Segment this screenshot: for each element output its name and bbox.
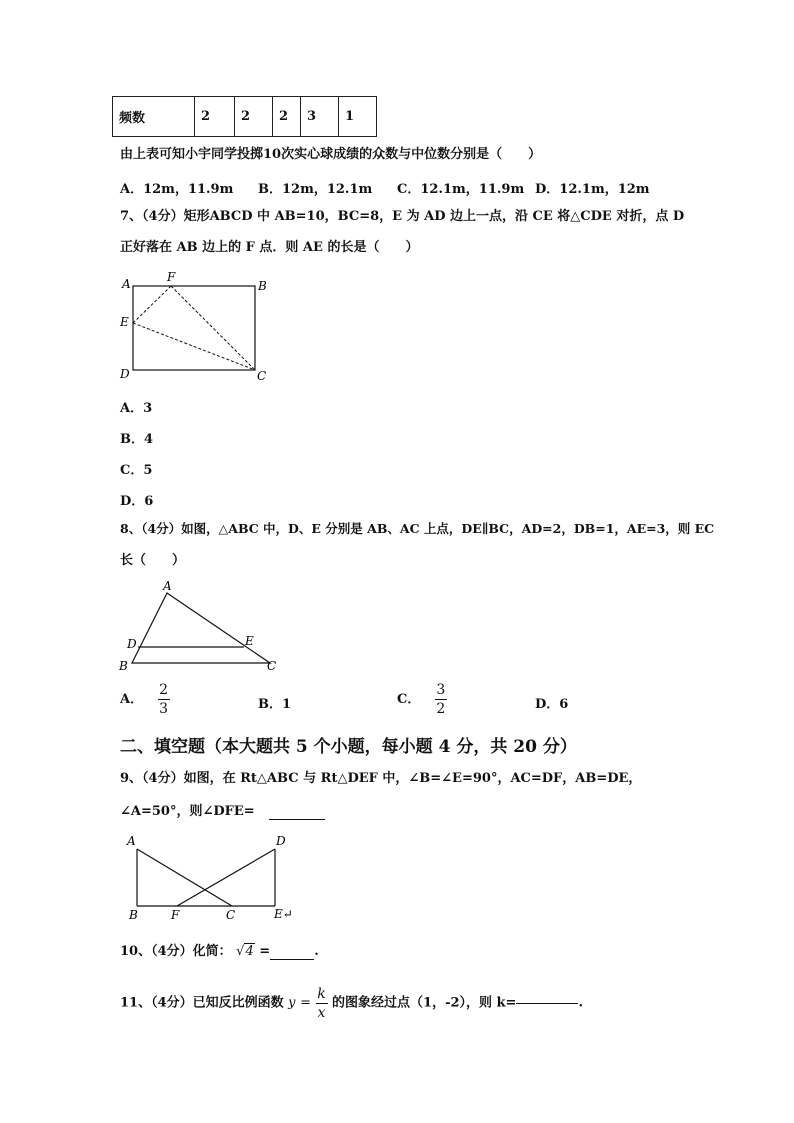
- table-header-cell: 频数: [113, 97, 195, 137]
- label-b: B: [258, 279, 267, 293]
- q11-middle: 的图象经过点（1，-2），则 k=: [332, 995, 517, 1011]
- option-letter: C．: [397, 182, 421, 197]
- option-letter: C．: [120, 463, 144, 478]
- label-a: A: [163, 579, 172, 593]
- q8-stem-line1: 8、（4分）如图，△ABC 中，D、E 分别是 AB、AC 上点，DE∥BC，AD=2，DB=1，AE=3，则 EC: [120, 521, 715, 536]
- frequency-table: [112, 96, 377, 137]
- section-heading: 二、填空题（本大题共 5 个小题，每小题 4 分，共 20 分）: [120, 737, 577, 757]
- segment-df: [177, 849, 275, 906]
- q6-option-b[interactable]: [258, 178, 372, 197]
- triangle-abc: [132, 593, 270, 663]
- q7-stem-line1: 7、（4分）矩形ABCD 中 AB=10，BC=8，E 为 AD 边上一点，沿 CE 将△CDE 对折，点 D: [120, 209, 685, 224]
- q11-prefix: 11、（4分）已知反比例函数: [120, 995, 284, 1011]
- segment-fe: [133, 286, 171, 323]
- label-d: D: [127, 637, 137, 651]
- label-c: C: [267, 659, 277, 673]
- option-text: 12.1m，12m: [559, 182, 650, 197]
- option-letter: D．: [535, 182, 560, 197]
- label-b: B: [129, 908, 138, 922]
- q9-stem-line2: [120, 804, 325, 820]
- q7-option-b[interactable]: [120, 428, 153, 447]
- q7-option-d[interactable]: [120, 490, 153, 509]
- table-cell: 2: [273, 97, 301, 137]
- option-text: 6: [144, 494, 154, 509]
- equals-sign: =: [259, 944, 271, 959]
- table-cell: 2: [235, 97, 273, 137]
- option-letter: C．: [397, 692, 421, 707]
- option-text: 12m，11.9m: [143, 182, 234, 197]
- option-text: 5: [143, 463, 153, 478]
- option-text: 6: [559, 697, 569, 712]
- option-text: 4: [144, 432, 154, 447]
- sqrt-icon: √: [236, 944, 245, 959]
- option-text: 12.1m，11.9m: [420, 182, 525, 197]
- label-e: E: [120, 315, 129, 329]
- function-y: y: [288, 995, 296, 1011]
- q8-triangle-figure: [115, 578, 285, 678]
- q6-option-a[interactable]: [120, 178, 233, 197]
- option-text: 1: [282, 697, 292, 712]
- option-letter: B．: [120, 432, 144, 447]
- radicand: 4: [245, 944, 254, 959]
- label-e: E: [245, 634, 254, 648]
- period: .: [578, 995, 583, 1011]
- table-row: [113, 97, 377, 137]
- q9-stem-text: ∠A=50°，则∠DFE=: [120, 804, 255, 819]
- label-c: C: [257, 369, 267, 383]
- option-letter: A．: [120, 401, 144, 416]
- fraction-numerator: 2: [159, 682, 169, 698]
- rectangle-abcd: [133, 286, 255, 370]
- q6-option-c[interactable]: [397, 178, 524, 197]
- q6-stem: 由上表可知小宇同学投掷10次实心球成绩的众数与中位数分别是（ ）: [120, 147, 542, 162]
- label-f: F: [171, 908, 180, 922]
- q11-stem: [120, 986, 583, 1021]
- segment-fc: [171, 286, 255, 370]
- q10-prefix: 10、（4分）化简：: [120, 944, 232, 959]
- label-a: A: [122, 277, 131, 291]
- table-cell: 2: [195, 97, 235, 137]
- q9-triangles-figure: [120, 832, 300, 924]
- fraction: [158, 682, 170, 717]
- q7-rectangle-figure: [115, 270, 275, 385]
- option-letter: D．: [120, 494, 145, 509]
- fraction-numerator: 3: [436, 682, 446, 698]
- segment-ac: [137, 849, 232, 906]
- option-letter: A．: [120, 182, 144, 197]
- option-letter: B．: [258, 182, 282, 197]
- answer-blank[interactable]: [269, 819, 325, 820]
- segment-ec: [133, 323, 255, 370]
- option-text: 3: [143, 401, 153, 416]
- answer-blank[interactable]: [270, 959, 314, 960]
- answer-blank[interactable]: [516, 1003, 578, 1004]
- fraction-bar: [158, 699, 170, 700]
- option-letter: A．: [120, 692, 144, 707]
- q8-option-b[interactable]: [258, 693, 291, 712]
- table-cell: 1: [339, 97, 377, 137]
- fraction: [316, 986, 328, 1021]
- q7-option-a[interactable]: [120, 397, 152, 416]
- fraction-denominator: x: [317, 1005, 326, 1021]
- q8-stem-line2: 长（ ）: [120, 553, 186, 568]
- period: .: [314, 944, 319, 959]
- q9-stem-line1: 9、（4分）如图，在 Rt△ABC 与 Rt△DEF 中，∠B=∠E=90°，AC=DF，AB=DE，: [120, 771, 642, 786]
- label-c: C: [226, 908, 236, 922]
- label-d: D: [276, 834, 286, 848]
- q6-option-d[interactable]: [535, 178, 650, 197]
- function-equals: =: [300, 995, 311, 1011]
- fraction: [435, 682, 447, 717]
- label-f: F: [167, 270, 176, 284]
- q8-option-a[interactable]: [120, 682, 170, 717]
- q8-option-c[interactable]: [397, 682, 447, 717]
- q7-option-c[interactable]: [120, 459, 152, 478]
- fraction-denominator: 3: [159, 701, 169, 717]
- label-a: A: [127, 834, 136, 848]
- q8-option-d[interactable]: [535, 693, 568, 712]
- option-letter: D．: [535, 697, 560, 712]
- label-e: E↵: [274, 907, 293, 921]
- fraction-bar: [435, 699, 447, 700]
- sqrt-expression: [236, 943, 255, 959]
- table-cell: 3: [301, 97, 339, 137]
- fraction-denominator: 2: [436, 701, 446, 717]
- q10-stem: [120, 944, 319, 960]
- fraction-bar: [316, 1003, 328, 1004]
- fraction-numerator: k: [317, 986, 326, 1002]
- q7-stem-line2: 正好落在 AB 边上的 F 点．则 AE 的长是（ ）: [120, 240, 419, 255]
- label-d: D: [120, 367, 130, 381]
- label-b: B: [119, 659, 128, 673]
- option-text: 12m，12.1m: [282, 182, 373, 197]
- option-letter: B．: [258, 697, 282, 712]
